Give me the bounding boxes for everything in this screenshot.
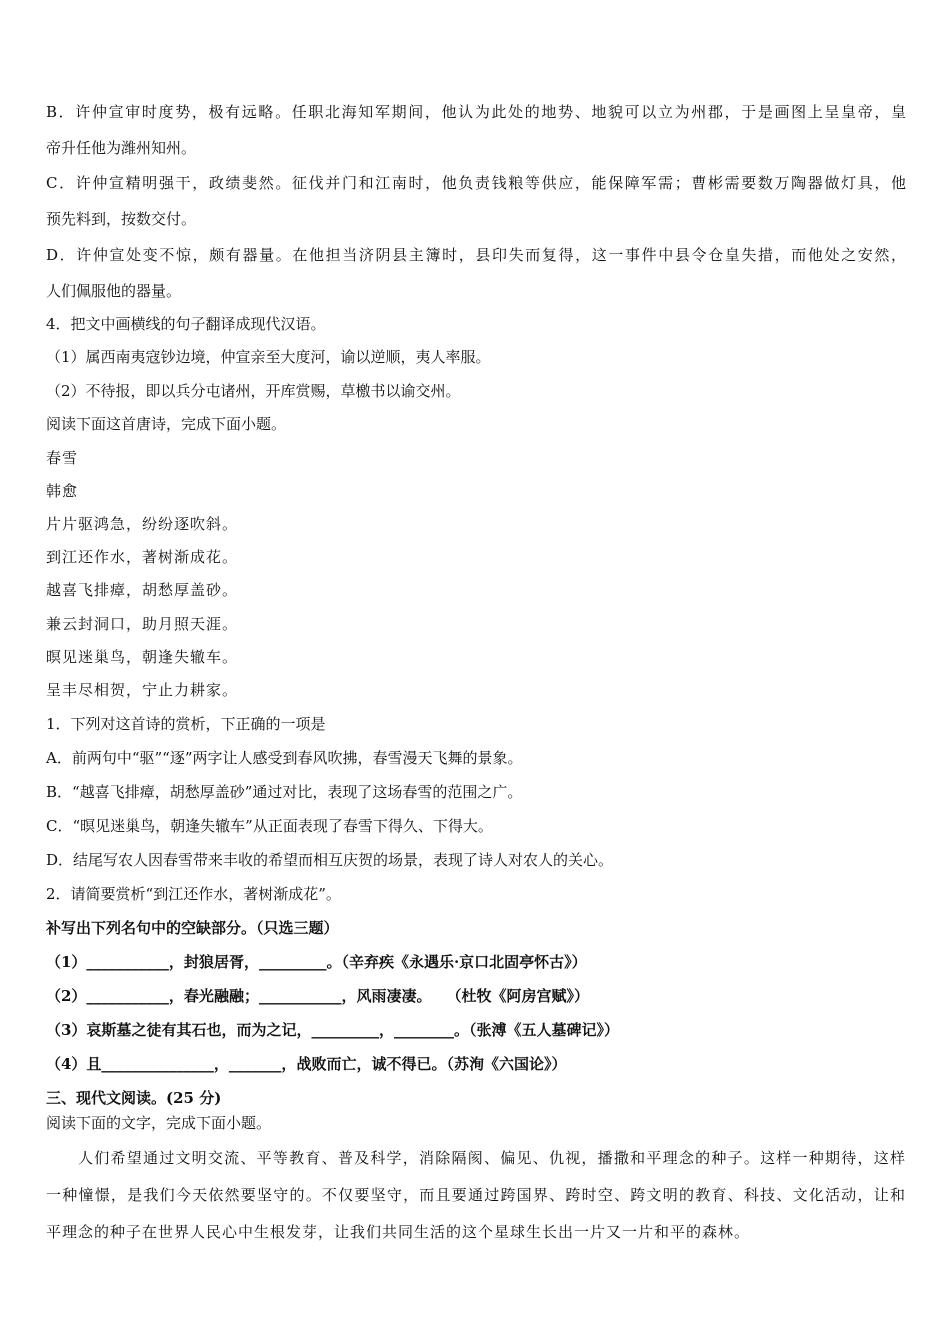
option-b-line1: B．许仲宣审时度势，极有远略。任职北海知军期间，他认为此处的地势、地貌可以立为州郡，于是画图上呈皇帝，皇 xyxy=(46,103,906,121)
option-d-line2: 人们佩服他的器量。 xyxy=(46,282,182,300)
poem-question-1-option-c: C．“暝见迷巢鸟，朝逢失辙车”从正面表现了春雪下得久、下得大。 xyxy=(46,817,493,835)
fill-blank-item: （3）哀斯墓之徒有其石也，而为之记，_________，________。（张溥《五人墓碑记》） xyxy=(46,1021,619,1039)
fill-blank-item: （2）___________，春光融融；___________，风雨凄凄。 （杜牧《阿房宫赋》） xyxy=(46,987,589,1005)
fill-blank-title: 补写出下列名句中的空缺部分。（只选三题） xyxy=(46,919,339,937)
poem-author: 韩愈 xyxy=(46,482,79,500)
fill-blank-item: （1）___________，封狼居胥，_________。（辛弃疾《永遇乐·京口北固亭怀古》） xyxy=(46,953,587,971)
option-d-line1: D．许仲宣处变不惊，颇有器量。在他担当济阴县主簿时，县印失而复得，这一事件中县令仓皇失措，而他处之安然， xyxy=(46,246,906,264)
poem-question-2: 2．请简要赏析“到江还作水，著树渐成花”。 xyxy=(46,885,341,903)
poem-question-1-option-d: D．结尾写农人因春雪带来丰收的希望而相互庆贺的场景，表现了诗人对农人的关心。 xyxy=(46,851,614,869)
fill-blank-item: （4）且_______________，_______，战败而亡，诚不得已。（苏洵《六国论》） xyxy=(46,1055,567,1073)
option-c-line2: 预先料到，按数交付。 xyxy=(46,210,197,228)
poem-question-1-option-b: B．“越喜飞排瘴，胡愁厚盖砂”通过对比，表现了这场春雪的范围之广。 xyxy=(46,783,523,801)
poem-line: 越喜飞排瘴，胡愁厚盖砂。 xyxy=(46,581,239,599)
question-4-sentence-1: （1）属西南夷寇钞边境，仲宣亲至大度河，谕以逆顺，夷人率服。 xyxy=(46,348,491,366)
section-3-heading: 三、现代文阅读。(25 分) xyxy=(46,1089,222,1107)
poem-question-1-stem: 1．下列对这首诗的赏析，下正确的一项是 xyxy=(46,715,326,733)
reading-paragraph-line1: 人们希望通过文明交流、平等教育、普及科学，消除隔阂、偏见、仇视，播撒和平理念的种子。这样一种期待，这样 xyxy=(78,1149,906,1167)
section-3-intro: 阅读下面的文字，完成下面小题。 xyxy=(46,1114,272,1132)
poem-line: 暝见迷巢鸟，朝逢失辙车。 xyxy=(46,648,239,666)
poem-line: 到江还作水，著树渐成花。 xyxy=(46,548,239,566)
question-4-sentence-2: （2）不待报，即以兵分屯诸州，开库赏赐，草檄书以谕交州。 xyxy=(46,382,461,400)
reading-paragraph-line2: 一种憧憬，是我们今天依然要坚守的。不仅要坚守，而且要通过跨国界、跨时空、跨文明的教育、科技、文化活动，让和 xyxy=(46,1186,906,1204)
poem-title: 春雪 xyxy=(46,449,79,467)
option-c-line1: C．许仲宣精明强干，政绩斐然。征伐并门和江南时，他负责钱粮等供应，能保障军需；曹彬需要数万陶器做灯具，他 xyxy=(46,174,906,192)
poem-line: 片片驱鸿急，纷纷逐吹斜。 xyxy=(46,515,239,533)
poem-line: 呈丰尽相贺，宁止力耕家。 xyxy=(46,681,239,699)
poem-intro: 阅读下面这首唐诗，完成下面小题。 xyxy=(46,415,287,433)
reading-paragraph-line3: 平理念的种子在世界人民心中生根发芽，让我们共同生活的这个星球生长出一片又一片和平的森林。 xyxy=(46,1223,751,1241)
option-b-line2: 帝升任他为潍州知州。 xyxy=(46,139,197,157)
poem-line: 兼云封洞口，助月照天涯。 xyxy=(46,615,239,633)
poem-question-1-option-a: A．前两句中“驱”“逐”两字让人感受到春风吹拂，春雪漫天飞舞的景象。 xyxy=(46,749,523,767)
question-4-title: 4．把文中画横线的句子翻译成现代汉语。 xyxy=(46,315,326,333)
